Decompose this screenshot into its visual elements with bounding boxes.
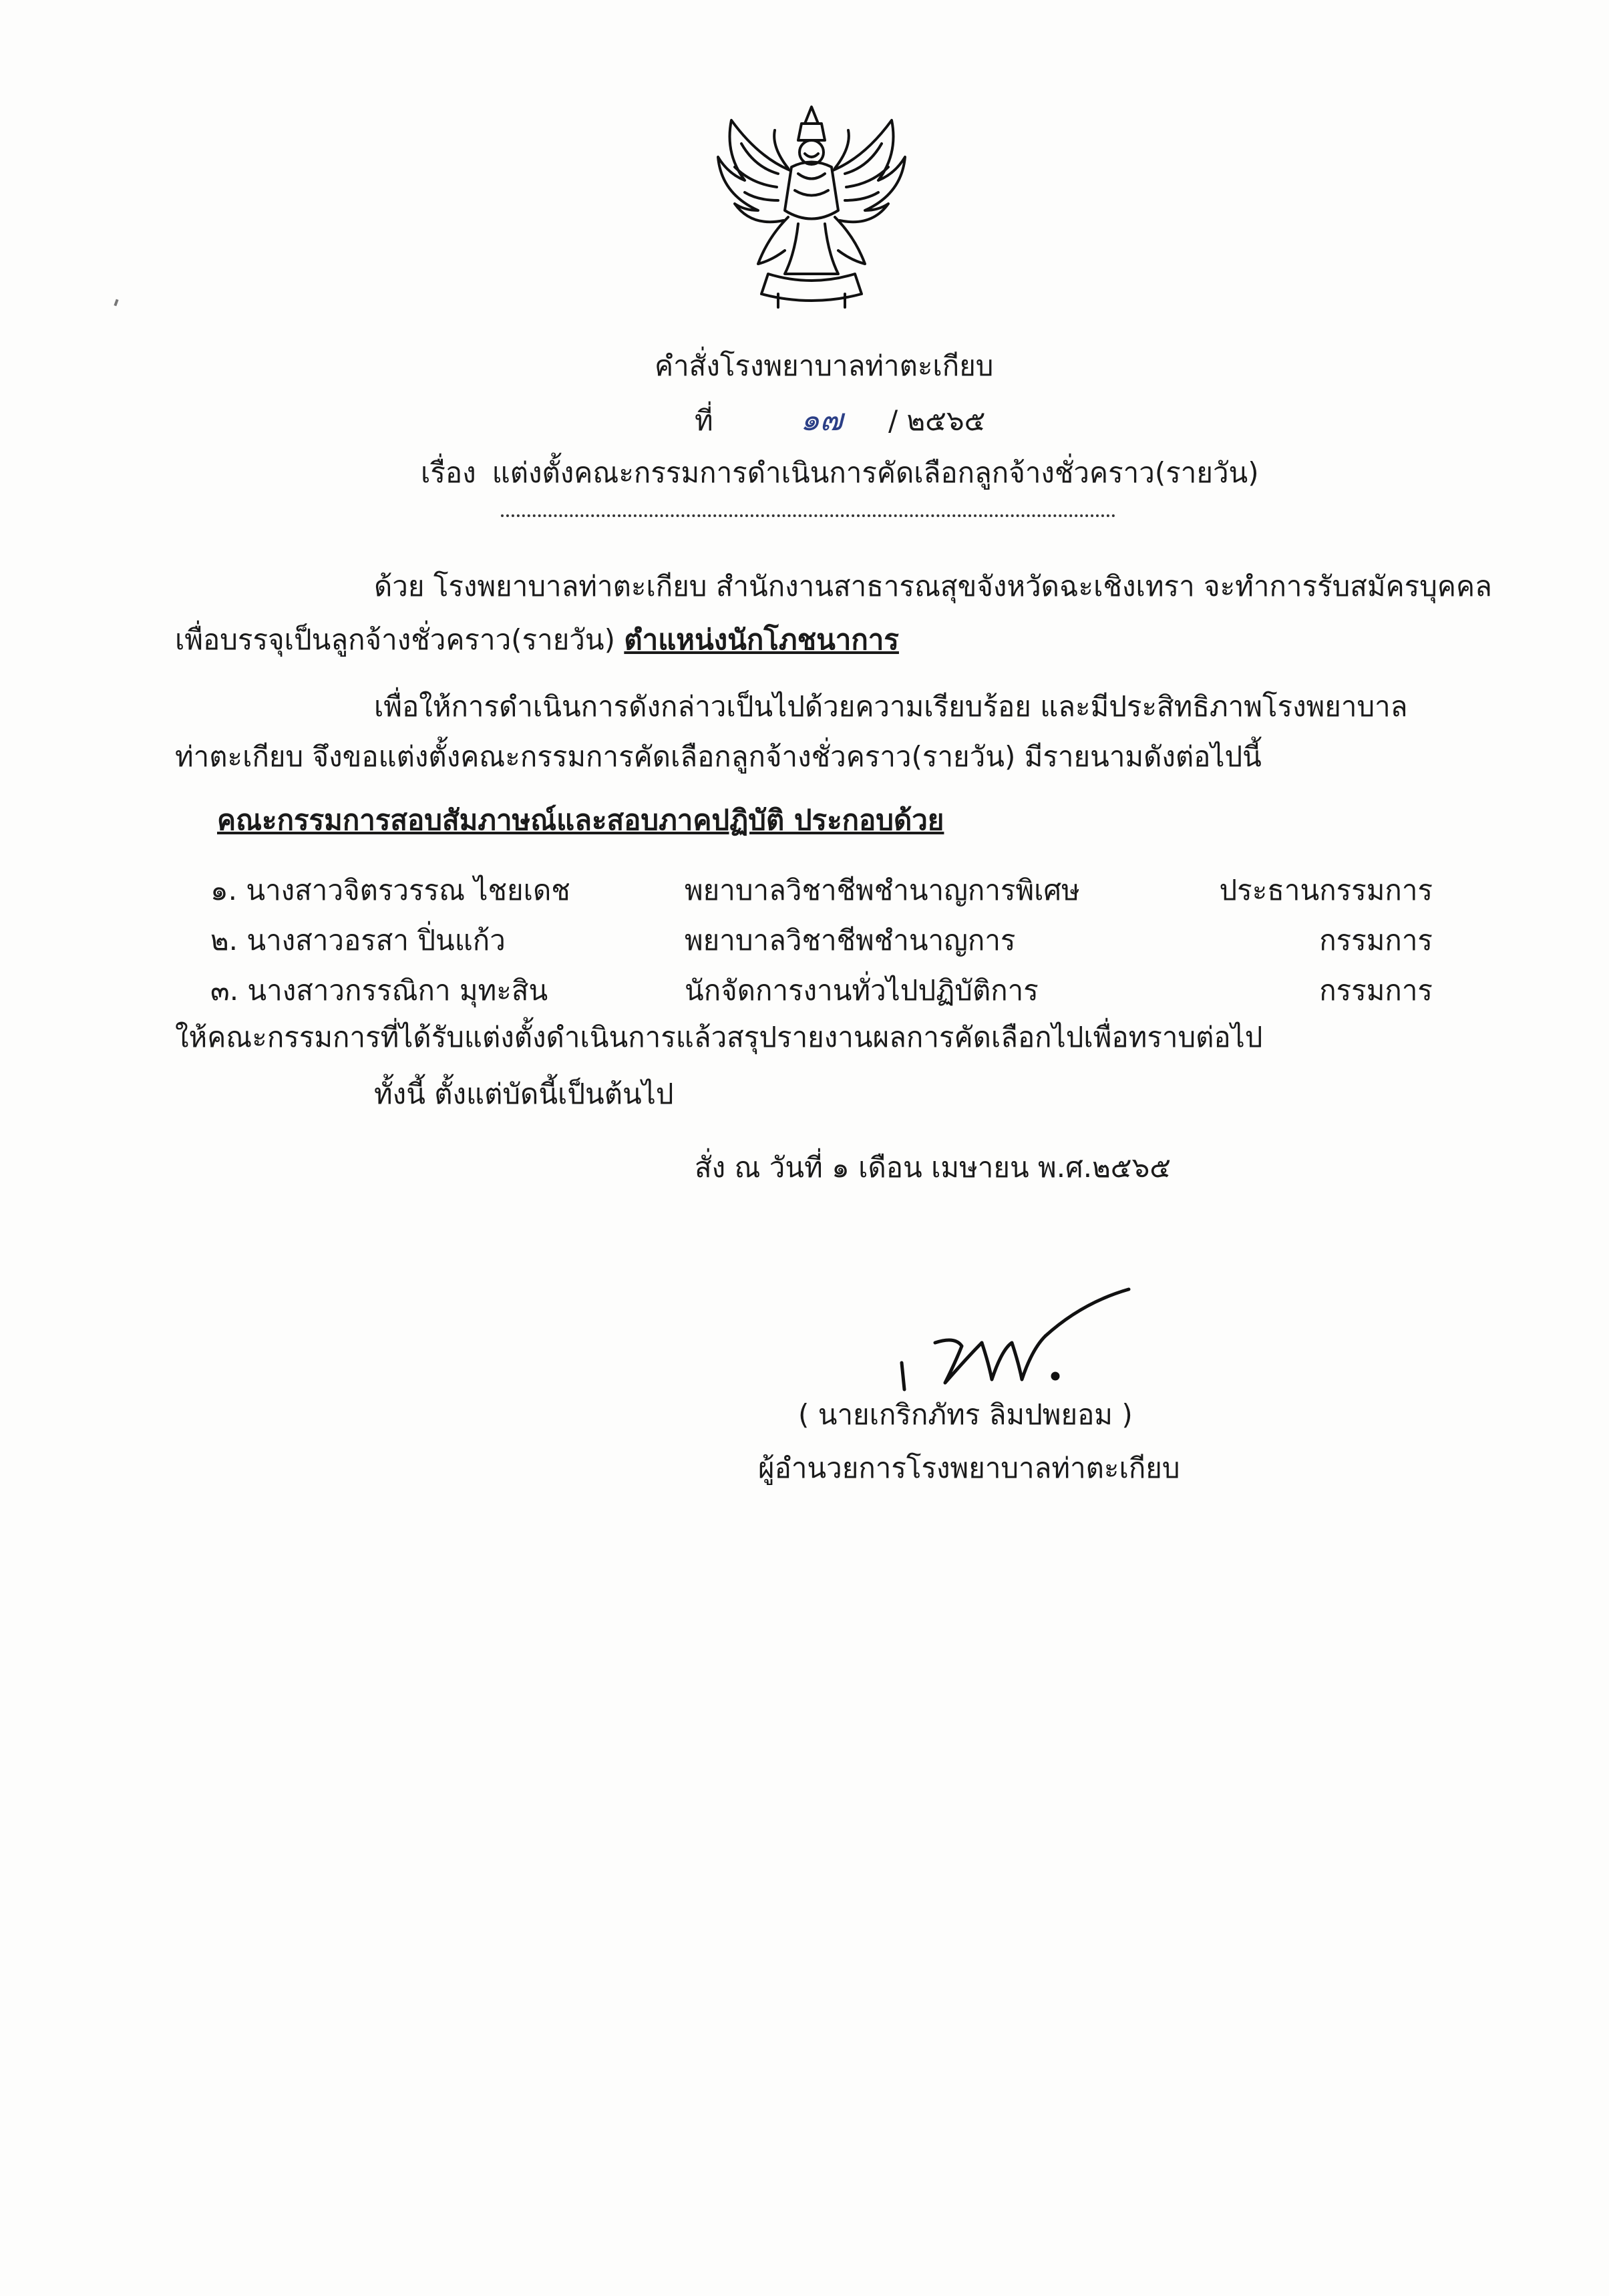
member-name: ๒. นางสาวอรสา ปิ่นแก้ว bbox=[210, 924, 506, 957]
committee-member bbox=[210, 922, 1433, 959]
position-title: ตำแหน่งนักโภชนาการ bbox=[624, 623, 899, 656]
committee-heading: คณะกรรมการสอบสัมภาษณ์และสอบภาคปฏิบัติ ประกอบด้วย bbox=[217, 804, 944, 836]
paragraph-1-continuation bbox=[175, 621, 899, 659]
dotted-separator bbox=[501, 514, 1115, 517]
paragraph-1-first-line: ด้วย โรงพยาบาลท่าตะเกียบ สำนักงานสาธารณสุขจังหวัดฉะเชิงเทรา จะทำการรับสมัครบุคคล bbox=[374, 570, 1492, 603]
subject-line bbox=[421, 454, 1259, 492]
order-title: คำสั่งโรงพยาบาลท่าตะเกียบ bbox=[655, 349, 994, 382]
signer-title: ผู้อำนวยการโรงพยาบาลท่าตะเกียบ bbox=[758, 1452, 1180, 1484]
handwritten-signature bbox=[888, 1269, 1142, 1403]
order-number-year: / ๒๕๖๕ bbox=[888, 404, 986, 437]
signer-name: ( นายเกริกภัทร ลิมปพยอม ) bbox=[798, 1398, 1133, 1431]
paragraph-2-continuation: ท่าตะเกียบ จึงขอแต่งตั้งคณะกรรมการคัดเลือกลูกจ้างชั่วคราว(รายวัน) มีรายนามดังต่อไปนี้ bbox=[175, 740, 1262, 773]
member-position: พยาบาลวิชาชีพชำนาญการ bbox=[685, 924, 1016, 957]
order-number-label: ที่ bbox=[695, 404, 713, 437]
paragraph-2-first-line: เพื่อให้การดำเนินการดังกล่าวเป็นไปด้วยความเรียบร้อย และมีประสิทธิภาพโรงพยาบาล bbox=[374, 690, 1408, 723]
scan-speck bbox=[114, 299, 118, 307]
member-name: ๑. นางสาวจิตรวรรณ ไชยเดช bbox=[210, 874, 570, 907]
subject-label: เรื่อง bbox=[421, 456, 476, 489]
member-role: กรรมการ bbox=[1319, 974, 1433, 1007]
member-position: นักจัดการงานทั่วไปปฏิบัติการ bbox=[685, 974, 1039, 1007]
garuda-emblem bbox=[705, 94, 918, 314]
instruction-line: ให้คณะกรรมการที่ได้รับแต่งตั้งดำเนินการแล้วสรุปรายงานผลการคัดเลือกไปเพื่อทราบต่อไป bbox=[175, 1021, 1263, 1053]
member-role: กรรมการ bbox=[1319, 924, 1433, 957]
order-date: สั่ง ณ วันที่ ๑ เดือน เมษายน พ.ศ.๒๕๖๕ bbox=[695, 1151, 1172, 1184]
member-name: ๓. นางสาวกรรณิกา มุทะสิน bbox=[210, 974, 548, 1007]
paragraph-1-plain: เพื่อบรรจุเป็นลูกจ้างชั่วคราว(รายวัน) bbox=[175, 623, 615, 656]
member-position: พยาบาลวิชาชีพชำนาญการพิเศษ bbox=[685, 874, 1080, 907]
committee-member bbox=[210, 972, 1433, 1009]
order-number-handwritten: ๑๗ bbox=[800, 401, 843, 438]
effective-line: ทั้งนี้ ตั้งแต่บัดนี้เป็นต้นไป bbox=[374, 1078, 674, 1110]
order-number-line bbox=[695, 401, 985, 440]
member-role: ประธานกรรมการ bbox=[1219, 874, 1433, 907]
subject-text: แต่งตั้งคณะกรรมการดำเนินการคัดเลือกลูกจ้างชั่วคราว(รายวัน) bbox=[492, 456, 1259, 489]
committee-member bbox=[210, 872, 1433, 909]
